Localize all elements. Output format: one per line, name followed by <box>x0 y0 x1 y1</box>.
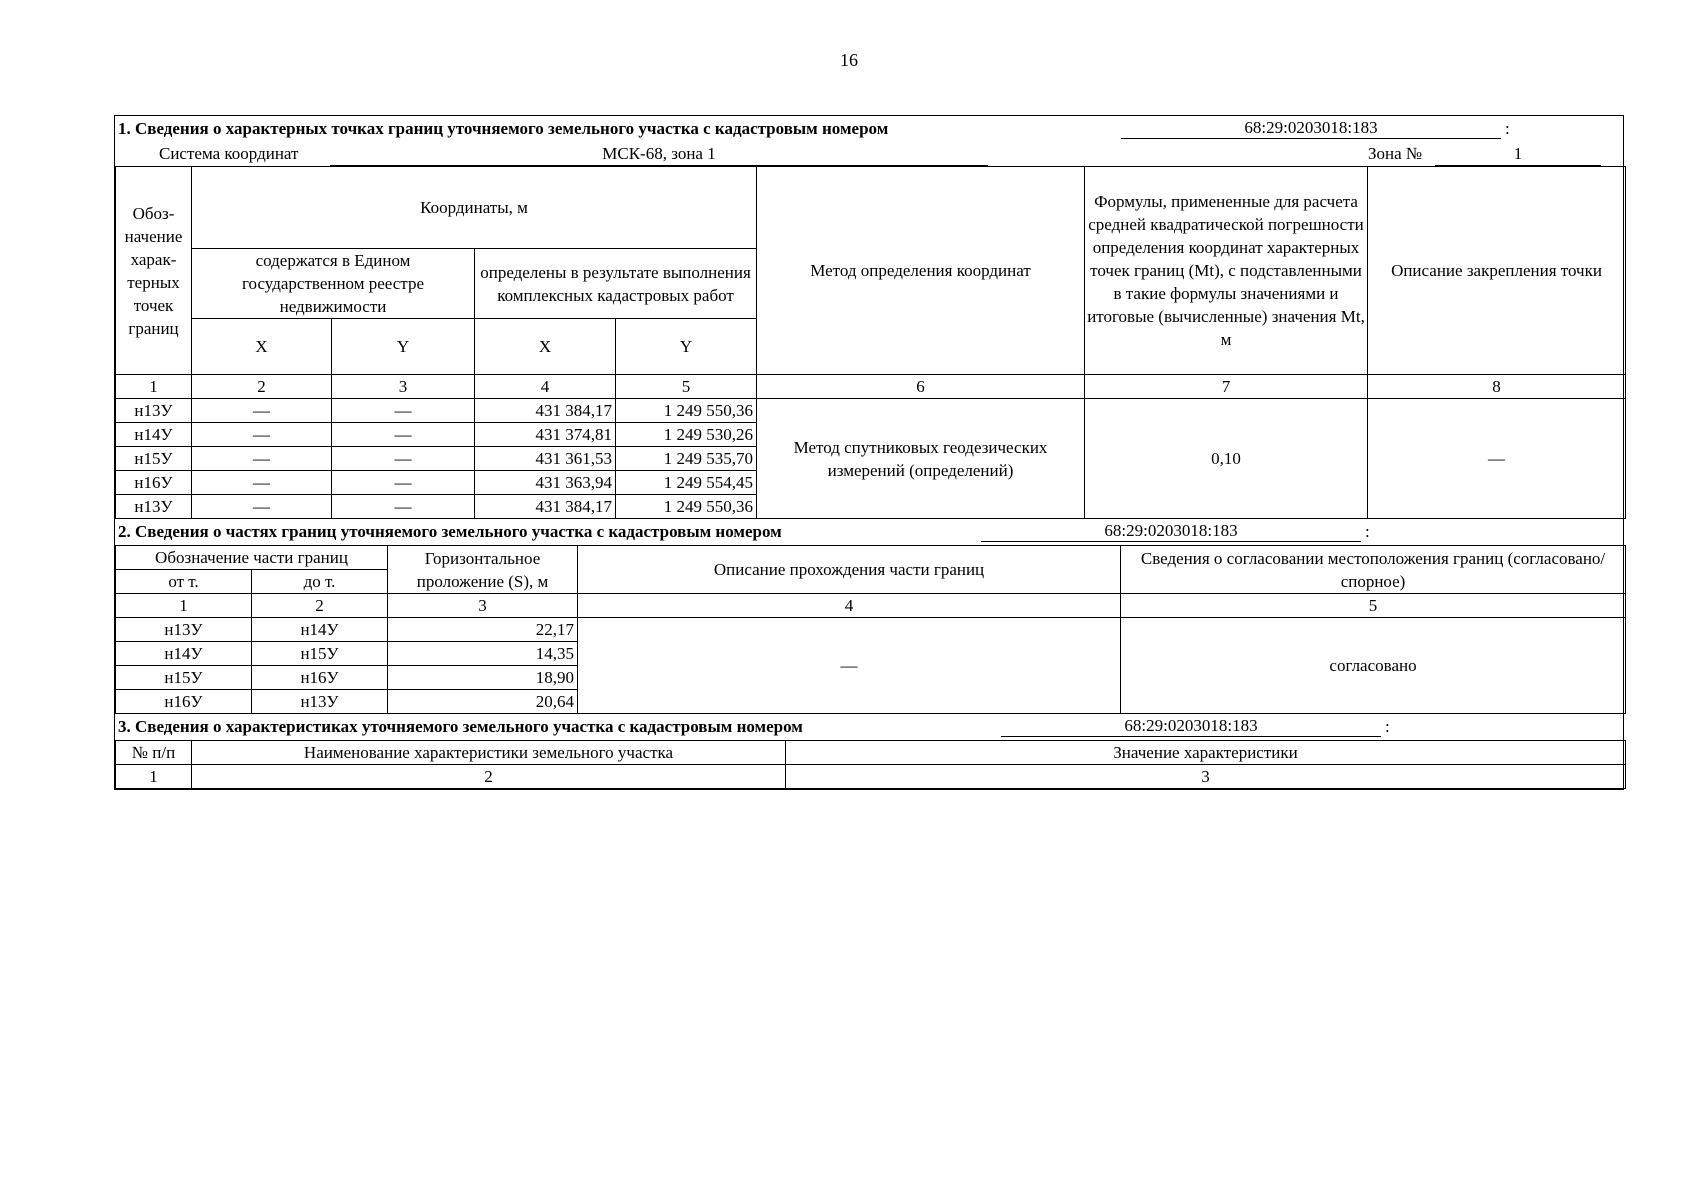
col-number: 5 <box>1121 594 1626 618</box>
section3-cadastral-number: 68:29:0203018:183 <box>1001 716 1381 737</box>
section1-header <box>115 116 1623 142</box>
zone-label: Зона № <box>1368 144 1423 163</box>
col-number: 1 <box>116 594 252 618</box>
section1-colon: : <box>1505 119 1510 138</box>
to-point: н13У <box>252 690 388 714</box>
page-number: 16 <box>840 50 858 70</box>
agreement-header: Сведения о согласовании местоположения границ (согласовано/спорное) <box>1121 546 1626 594</box>
col-number: 2 <box>192 375 332 399</box>
section1-title: 1. Сведения о характерных точках границ уточняемого земельного участка с кадастровым номером <box>118 119 889 138</box>
parts-table <box>115 545 1626 714</box>
y-value: 1 249 550,36 <box>616 495 757 519</box>
y-egrn: — <box>332 495 475 519</box>
to-point: н16У <box>252 666 388 690</box>
y-egrn: — <box>332 447 475 471</box>
point-name: н15У <box>116 447 192 471</box>
y-value: 1 249 554,45 <box>616 471 757 495</box>
x-value: 431 363,94 <box>475 471 616 495</box>
x-egrn-header: X <box>192 319 332 375</box>
value-header: Значение характеристики <box>786 741 1626 765</box>
table-row <box>116 399 1626 423</box>
mt-value: 0,10 <box>1085 399 1368 519</box>
y-value: 1 249 550,36 <box>616 399 757 423</box>
col-number: 7 <box>1085 375 1368 399</box>
agreement-value: согласовано <box>1121 618 1626 714</box>
col-number: 3 <box>388 594 578 618</box>
col-number: 3 <box>332 375 475 399</box>
col-number: 2 <box>192 765 786 789</box>
length-value: 22,17 <box>388 618 578 642</box>
col-number: 8 <box>1368 375 1626 399</box>
col-number: 1 <box>116 765 192 789</box>
point-name: н14У <box>116 423 192 447</box>
name-header: Наименование характеристики земельного участка <box>192 741 786 765</box>
x-egrn: — <box>192 399 332 423</box>
section3-header <box>115 714 1623 741</box>
designation-header: Обоз-начение харак-терных точек границ <box>116 167 192 375</box>
y-egrn: — <box>332 399 475 423</box>
points-table <box>115 166 1626 519</box>
zone-value: 1 <box>1435 143 1601 166</box>
point-name: н13У <box>116 495 192 519</box>
kkr-header: определены в результате выполнения комплексных кадастровых работ <box>475 249 757 319</box>
length-value: 20,64 <box>388 690 578 714</box>
formulas-header: Формулы, примененные для расчета средней квадратической погрешности определения координат характерных точек границ (Mt), с подставленными в такие формулы значениями и итоговые (вычисленные) значения Mt, м <box>1085 167 1368 375</box>
from-point: н13У <box>116 618 252 642</box>
section2-colon: : <box>1365 522 1370 541</box>
characteristics-table <box>115 740 1626 789</box>
section3-colon: : <box>1385 717 1390 736</box>
section3-title: 3. Сведения о характеристиках уточняемого земельного участка с кадастровым номером <box>118 717 803 736</box>
from-point: н15У <box>116 666 252 690</box>
y-kkr-header: Y <box>616 319 757 375</box>
col-number: 5 <box>616 375 757 399</box>
x-value: 431 361,53 <box>475 447 616 471</box>
x-value: 431 384,17 <box>475 495 616 519</box>
y-egrn: — <box>332 423 475 447</box>
col-number: 6 <box>757 375 1085 399</box>
x-value: 431 384,17 <box>475 399 616 423</box>
fixing-header: Описание закрепления точки <box>1368 167 1626 375</box>
x-egrn: — <box>192 423 332 447</box>
y-value: 1 249 535,70 <box>616 447 757 471</box>
y-egrn-header: Y <box>332 319 475 375</box>
x-egrn: — <box>192 471 332 495</box>
to-point: н15У <box>252 642 388 666</box>
x-egrn: — <box>192 495 332 519</box>
to-point: н14У <box>252 618 388 642</box>
col-number: 4 <box>578 594 1121 618</box>
coord-system-value: МСК-68, зона 1 <box>330 143 988 166</box>
from-point: н14У <box>116 642 252 666</box>
point-name: н13У <box>116 399 192 423</box>
col-number: 1 <box>116 375 192 399</box>
num-header: № п/п <box>116 741 192 765</box>
coord-system-label: Система координат <box>159 144 299 163</box>
method-header: Метод определения координат <box>757 167 1085 375</box>
length-header: Горизонтальное проложение (S), м <box>388 546 578 594</box>
coordinates-header: Координаты, м <box>192 167 757 249</box>
col-number: 4 <box>475 375 616 399</box>
fixing-value: — <box>1368 399 1626 519</box>
to-header: до т. <box>252 570 388 594</box>
cadastral-form <box>114 115 1624 790</box>
part-header: Обозначение части границ <box>116 546 388 570</box>
method-value: Метод спутниковых геодезических измерений (определений) <box>757 399 1085 519</box>
description-value: — <box>578 618 1121 714</box>
from-point: н16У <box>116 690 252 714</box>
x-value: 431 374,81 <box>475 423 616 447</box>
y-value: 1 249 530,26 <box>616 423 757 447</box>
x-kkr-header: X <box>475 319 616 375</box>
length-value: 18,90 <box>388 666 578 690</box>
from-header: от т. <box>116 570 252 594</box>
col-number: 2 <box>252 594 388 618</box>
x-egrn: — <box>192 447 332 471</box>
description-header: Описание прохождения части границ <box>578 546 1121 594</box>
col-number: 3 <box>786 765 1626 789</box>
section2-cadastral-number: 68:29:0203018:183 <box>981 521 1361 542</box>
length-value: 14,35 <box>388 642 578 666</box>
section1-cadastral-number: 68:29:0203018:183 <box>1121 118 1501 139</box>
egrn-header: содержатся в Едином государственном реестре недвижимости <box>192 249 475 319</box>
point-name: н16У <box>116 471 192 495</box>
y-egrn: — <box>332 471 475 495</box>
section2-header <box>115 519 1623 546</box>
table-row <box>116 618 1626 642</box>
coord-system-line <box>115 142 1623 166</box>
section2-title: 2. Сведения о частях границ уточняемого земельного участка с кадастровым номером <box>118 522 782 541</box>
